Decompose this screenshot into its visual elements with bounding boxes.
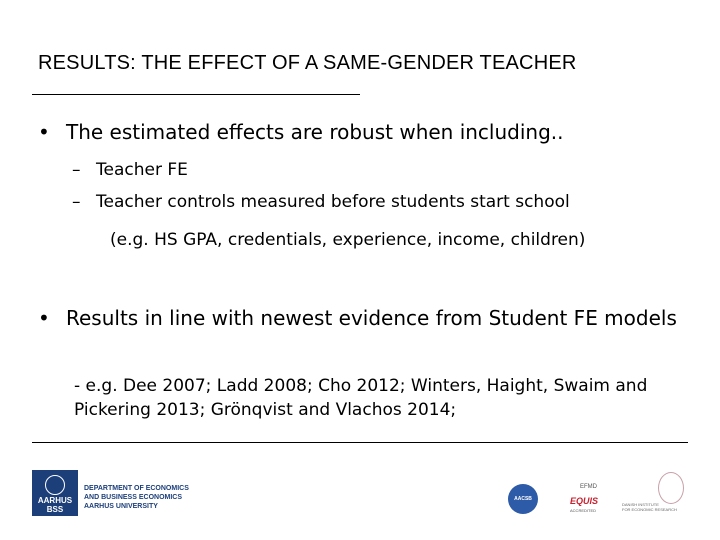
department-name xyxy=(84,484,189,511)
department-line1: DEPARTMENT OF ECONOMICS xyxy=(84,485,189,492)
institute-line1: DANISH INSTITUTE xyxy=(622,502,659,507)
aarhus-university-logo xyxy=(32,470,78,516)
subitem-marker: – xyxy=(72,160,81,180)
equis-sub-text: ACCREDITED xyxy=(570,508,597,513)
department-line3: AARHUS UNIVERSITY xyxy=(84,503,158,510)
university-seal-icon xyxy=(45,475,65,495)
slide-title: RESULTS: THE EFFECT OF A SAME-GENDER TEACHER xyxy=(38,52,577,74)
institute-line2: FOR ECONOMIC RESEARCH xyxy=(622,507,677,512)
bullet-marker: • xyxy=(38,306,50,330)
references-text: - e.g. Dee 2007; Ladd 2008; Cho 2012; Winters, Haight, Swaim and Pickering 2013; Grönqvist and Vlachos 2014; xyxy=(74,376,648,420)
equis-top-text: EFMD xyxy=(580,484,597,490)
logo-text-line1: AARHUS xyxy=(37,496,73,505)
subitem-text: Teacher FE xyxy=(96,160,188,180)
title-underline xyxy=(32,94,360,95)
department-line2: AND BUSINESS ECONOMICS xyxy=(84,494,183,501)
aacsb-logo: AACSB xyxy=(508,484,538,514)
institute-emblem-icon xyxy=(658,472,684,504)
bullet-2-text: Results in line with newest evidence from Student FE models xyxy=(66,306,677,330)
footer-divider xyxy=(32,442,688,443)
logo-text-line2: BSS xyxy=(46,505,64,514)
subitem-marker: – xyxy=(72,192,81,212)
bullet-marker: • xyxy=(38,120,50,144)
equis-name-text: EQUIS xyxy=(570,496,599,506)
subitem-continuation: (e.g. HS GPA, credentials, experience, income, children) xyxy=(110,230,586,250)
research-institute-logo xyxy=(622,472,688,518)
subitem-text: Teacher controls measured before students start school xyxy=(96,192,570,212)
equis-logo xyxy=(560,482,608,518)
bullet-1-text: The estimated effects are robust when including.. xyxy=(66,120,564,144)
